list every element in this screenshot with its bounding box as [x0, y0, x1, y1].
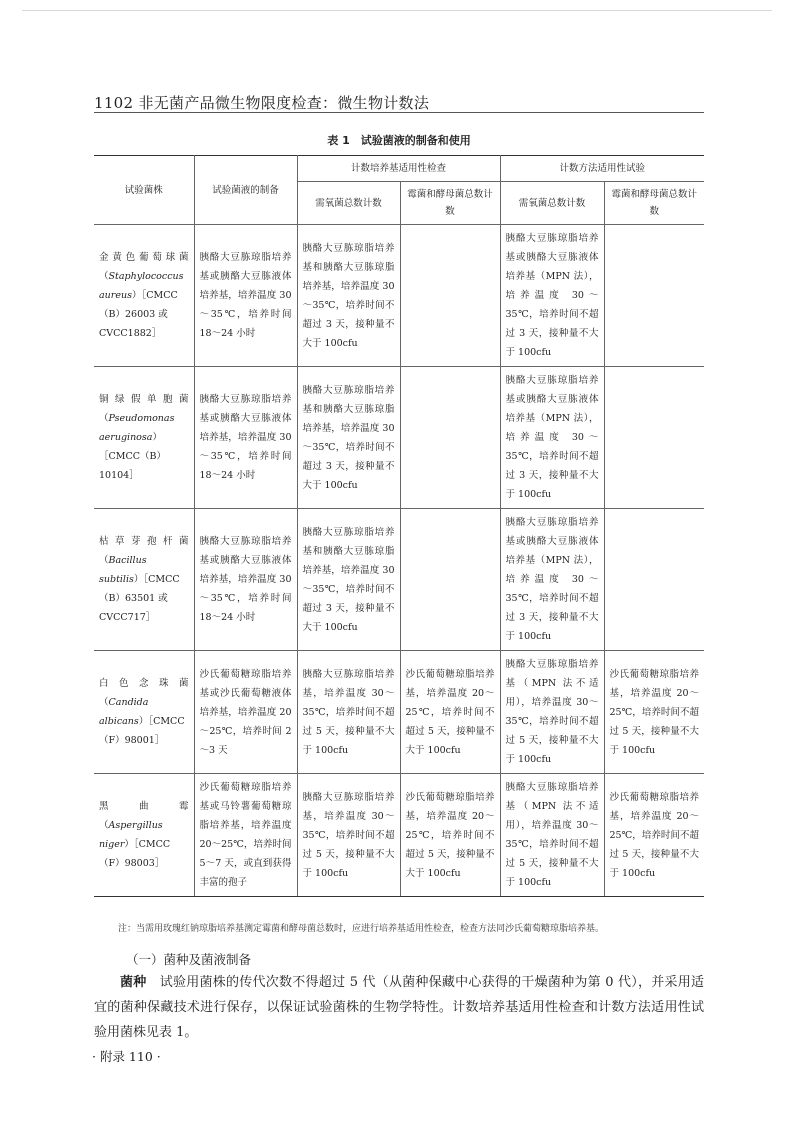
prep-cell: 沙氏葡萄糖琼脂培养基或马铃薯葡萄糖琼脂培养基，培养温度 20～25℃，培养时间 5～7 天，或直到获得丰富的孢子: [194, 774, 297, 897]
strain-latin: Candida albicans: [99, 697, 149, 727]
mold-1-cell: 沙氏葡萄糖琼脂培养基，培养温度 20～25℃，培养时间不超过 5 天，接种量不大于 100cfu: [400, 651, 500, 774]
table-row: [94, 225, 704, 367]
strain-open: （: [99, 555, 109, 566]
header-strain: 试验菌株: [94, 156, 194, 225]
aerobic-1-cell: 胰酪大豆胨琼脂培养基，培养温度 30～35℃，培养时间不超过 5 天，接种量不大于 100cfu: [297, 774, 400, 897]
prep-cell: 沙氏葡萄糖琼脂培养基或沙氏葡萄糖液体培养基，培养温度 20～25℃，培养时间 2～3 天: [194, 651, 297, 774]
header-mold-1: 霉菌和酵母菌总数计数: [400, 182, 500, 225]
header-group-method-suitability: 计数方法适用性试验: [500, 156, 704, 182]
aerobic-2-cell: 胰酪大豆胨琼脂培养基（MPN 法不适用），培养温度 30～35℃，培养时间不超过 5 天，接种量不大于 100cfu: [500, 774, 604, 897]
strain-code: ）［CMCC（F）98001］: [99, 716, 185, 746]
aerobic-1-cell: 胰酪大豆胨琼脂培养基，培养温度 30～35℃，培养时间不超过 5 天，接种量不大于 100cfu: [297, 651, 400, 774]
strain-open: （: [99, 697, 109, 708]
prep-cell: 胰酪大豆胨琼脂培养基或胰酪大豆胨液体培养基，培养温度 30～35℃，培养时间 18～24 小时: [194, 225, 297, 367]
paragraph-term: 菌种: [120, 975, 147, 990]
header-mold-2: 霉菌和酵母菌总数计数: [604, 182, 704, 225]
strain-code: ）［CMCC（B）26003 或 CVCC1882］: [99, 290, 178, 339]
strain-cn: 白色念珠菌: [99, 678, 189, 689]
strain-cn: 铜绿假单胞菌: [99, 394, 189, 405]
strain-open: （: [99, 413, 109, 424]
mold-2-cell: 沙氏葡萄糖琼脂培养基，培养温度 20～25℃，培养时间不超过 5 天，接种量不大于 100cfu: [604, 774, 704, 897]
top-border-rule: [22, 10, 772, 11]
header-aerobic-1: 需氧菌总数计数: [297, 182, 400, 225]
strain-cn: 金黄色葡萄球菌: [99, 252, 189, 263]
table-row: [94, 509, 704, 651]
mold-2-cell: [604, 509, 704, 651]
header-rule: [94, 112, 704, 113]
strain-open: （: [99, 820, 109, 831]
table-row: [94, 774, 704, 897]
paragraph-text: 试验用菌株的传代次数不得超过 5 代（从菌种保藏中心获得的干燥菌种为第 0 代），并采用适宜的菌种保藏技术进行保存，以保证试验菌株的生物学特性。计数培养基适用性检查和计数方法适用性试验用菌株见表 1。: [94, 975, 704, 1040]
mold-2-cell: [604, 225, 704, 367]
table-title: 表 1 试验菌液的制备和使用: [327, 134, 471, 147]
aerobic-2-cell: 胰酪大豆胨琼脂培养基或胰酪大豆胨液体培养基（MPN 法），培养温度 30～35℃，培养时间不超过 3 天，接种量不大于 100cfu: [500, 225, 604, 367]
running-head: 1102 非无菌产品微生物限度检查：微生物计数法: [94, 94, 430, 112]
table-row: [94, 651, 704, 774]
strain-cn: 黑曲霉: [99, 801, 189, 812]
section-paragraph: [94, 970, 704, 1045]
prep-cell: 胰酪大豆胨琼脂培养基或胰酪大豆胨液体培养基，培养温度 30～35℃，培养时间 18～24 小时: [194, 509, 297, 651]
strain-code: ）［CMCC（F）98003］: [99, 839, 171, 869]
strain-cell: [94, 774, 194, 897]
aerobic-1-cell: 胰酪大豆胨琼脂培养基和胰酪大豆胨琼脂培养基，培养温度 30～35℃，培养时间不超过 3 天，接种量不大于 100cfu: [297, 509, 400, 651]
strain-code: ）［CMCC（B）63501 或 CVCC717］: [99, 574, 180, 623]
mold-1-cell: 沙氏葡萄糖琼脂培养基，培养温度 20～25℃，培养时间不超过 5 天，接种量不大于 100cfu: [400, 774, 500, 897]
strain-latin: Staphylococcus aureus: [99, 271, 184, 301]
strain-open: （: [99, 271, 109, 282]
mold-2-cell: 沙氏葡萄糖琼脂培养基，培养温度 20～25℃，培养时间不超过 5 天，接种量不大于 100cfu: [604, 651, 704, 774]
strain-cell: [94, 225, 194, 367]
strain-latin: Pseudomonas aeruginosa: [99, 413, 175, 443]
mold-1-cell: [400, 509, 500, 651]
page-number: · 附录 110 ·: [92, 1049, 161, 1064]
header-prep: 试验菌液的制备: [194, 156, 297, 225]
header-group-medium-suitability: 计数培养基适用性检查: [297, 156, 500, 182]
table-header-row-1: [94, 156, 704, 182]
header-aerobic-2: 需氧菌总数计数: [500, 182, 604, 225]
strain-cell: [94, 367, 194, 509]
table-note: 注：当需用玫瑰红钠琼脂培养基测定霉菌和酵母菌总数时，应进行培养基适用性检查，检查方法同沙氏葡萄糖琼脂培养基。: [118, 924, 605, 934]
aerobic-2-cell: 胰酪大豆胨琼脂培养基或胰酪大豆胨液体培养基（MPN 法），培养温度 30～35℃，培养时间不超过 3 天，接种量不大于 100cfu: [500, 367, 604, 509]
aerobic-2-cell: 胰酪大豆胨琼脂培养基（MPN 法不适用），培养温度 30～35℃，培养时间不超过 5 天，接种量不大于 100cfu: [500, 651, 604, 774]
table-row: [94, 367, 704, 509]
strain-code: ）［CMCC（B）10104］: [99, 432, 167, 481]
strain-preparation-table: [94, 155, 704, 897]
aerobic-1-cell: 胰酪大豆胨琼脂培养基和胰酪大豆胨琼脂培养基，培养温度 30～35℃，培养时间不超过 3 天，接种量不大于 100cfu: [297, 225, 400, 367]
strain-cell: [94, 651, 194, 774]
strain-latin: Bacillus subtilis: [99, 555, 147, 585]
mold-1-cell: [400, 367, 500, 509]
mold-1-cell: [400, 225, 500, 367]
section-heading: （一）菌种及菌液制备: [126, 952, 252, 967]
strain-cell: [94, 509, 194, 651]
aerobic-1-cell: 胰酪大豆胨琼脂培养基和胰酪大豆胨琼脂培养基，培养温度 30～35℃，培养时间不超过 3 天，接种量不大于 100cfu: [297, 367, 400, 509]
strain-cn: 枯草芽孢杆菌: [99, 536, 189, 547]
aerobic-2-cell: 胰酪大豆胨琼脂培养基或胰酪大豆胨液体培养基（MPN 法），培养温度 30～35℃，培养时间不超过 3 天，接种量不大于 100cfu: [500, 509, 604, 651]
prep-cell: 胰酪大豆胨琼脂培养基或胰酪大豆胨液体培养基，培养温度 30～35℃，培养时间 18～24 小时: [194, 367, 297, 509]
strain-latin: Aspergillus niger: [99, 820, 163, 850]
mold-2-cell: [604, 367, 704, 509]
